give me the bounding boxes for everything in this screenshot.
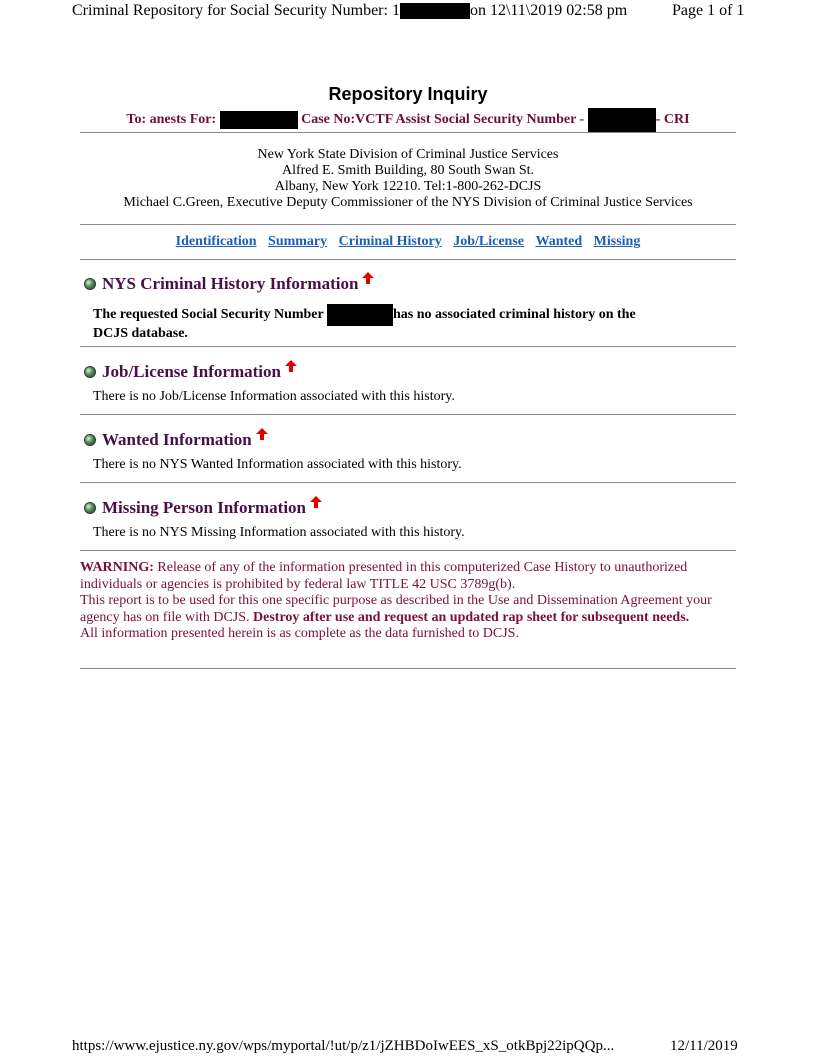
agency-line: New York State Division of Criminal Justice Services <box>257 147 559 162</box>
bullet-icon <box>84 434 96 446</box>
bullet-icon <box>84 278 96 290</box>
warning-text: This report is to be used for this one specific purpose as described in the Use and Dissemination Agreement your agency has on file with DCJS. <box>80 593 712 625</box>
warning-label: WARNING: <box>80 560 154 575</box>
print-title-prefix: Criminal Repository for Social Security Number: 1 <box>72 2 400 19</box>
print-header <box>0 0 816 24</box>
page-number: Page 1 of 1 <box>672 2 745 19</box>
section-text-line2: DCJS database. <box>93 326 188 341</box>
bullet-icon <box>84 502 96 514</box>
section-missing-person <box>80 496 736 541</box>
divider <box>80 668 736 669</box>
back-to-top-icon[interactable] <box>285 357 297 377</box>
report-subheader <box>80 108 736 132</box>
divider <box>80 224 736 225</box>
footer-date: 12/11/2019 <box>670 1038 738 1054</box>
warning-text: Release of any of the information presented in this computerized Case History to unauthorized individuals or agencies is prohibited by federal law TITLE 42 USC 3789g(b). <box>80 560 688 592</box>
divider <box>80 482 736 483</box>
agency-info <box>80 147 736 211</box>
back-to-top-icon[interactable] <box>256 425 268 445</box>
nav-link-job-license[interactable]: Job/License <box>453 234 524 249</box>
warning-notice <box>80 560 736 643</box>
section-title <box>80 428 736 452</box>
redacted-block <box>588 108 656 132</box>
section-title <box>80 496 736 520</box>
warning-bold-text: Destroy after use and request an updated rap sheet for subsequent needs. <box>253 609 690 625</box>
report-title: Repository Inquiry <box>328 84 488 104</box>
section-job-license <box>80 360 736 405</box>
nav-link-summary[interactable]: Summary <box>268 234 328 249</box>
subheader-suffix: - CRI <box>655 112 690 128</box>
subheader-case: Case No:VCTF Assist Social Security Number - <box>301 112 585 128</box>
nav-link-criminal-history[interactable]: Criminal History <box>338 234 442 249</box>
section-text <box>93 304 736 342</box>
divider <box>80 414 736 415</box>
divider <box>80 259 736 260</box>
nav-link-missing[interactable]: Missing <box>593 234 641 249</box>
section-wanted <box>80 428 736 473</box>
agency-line: Alfred E. Smith Building, 80 South Swan St. <box>281 163 534 178</box>
redacted-block <box>327 304 393 326</box>
section-title <box>80 360 736 384</box>
section-nav <box>80 234 736 250</box>
back-to-top-icon[interactable] <box>310 493 322 513</box>
nav-link-identification[interactable]: Identification <box>175 234 257 249</box>
redacted-block <box>400 3 470 19</box>
warning-paragraph-3: All information presented herein is as complete as the data furnished to DCJS. <box>80 626 519 641</box>
print-title-suffix: on 12\11\2019 02:58 pm <box>469 2 628 19</box>
section-title <box>80 272 736 296</box>
section-title-text: Job/License Information <box>102 362 281 381</box>
warning-paragraph-1 <box>80 560 736 593</box>
section-text: There is no NYS Missing Information associated with this history. <box>93 525 465 540</box>
footer-url: https://www.ejustice.ny.gov/wps/myportal/!ut/p/z1/jZHBDoIwEES_xS_otkBpj22ipQQp... <box>72 1038 615 1054</box>
section-criminal-history <box>80 272 736 342</box>
section-title-text: NYS Criminal History Information <box>102 274 359 293</box>
divider <box>80 550 736 551</box>
redacted-block <box>220 111 298 129</box>
section-text-prefix: The requested Social Security Number <box>93 307 324 323</box>
bullet-icon <box>84 366 96 378</box>
section-title-text: Missing Person Information <box>102 498 306 517</box>
section-text-suffix: has no associated criminal history on the <box>392 307 636 323</box>
divider <box>80 346 736 347</box>
back-to-top-icon[interactable] <box>362 269 374 289</box>
print-title <box>72 2 627 20</box>
subheader-to-for: To: anests For: <box>126 112 217 128</box>
section-text: There is no Job/License Information associated with this history. <box>93 389 455 404</box>
section-title-text: Wanted Information <box>102 430 252 449</box>
nav-link-wanted[interactable]: Wanted <box>535 234 583 249</box>
divider <box>80 132 736 133</box>
agency-line: Michael C.Green, Executive Deputy Commissioner of the NYS Division of Criminal Justice Services <box>123 195 693 210</box>
warning-paragraph-2 <box>80 593 736 626</box>
section-text: There is no NYS Wanted Information associated with this history. <box>93 457 462 472</box>
agency-line: Albany, New York 12210. Tel:1-800-262-DCJS <box>274 179 542 194</box>
